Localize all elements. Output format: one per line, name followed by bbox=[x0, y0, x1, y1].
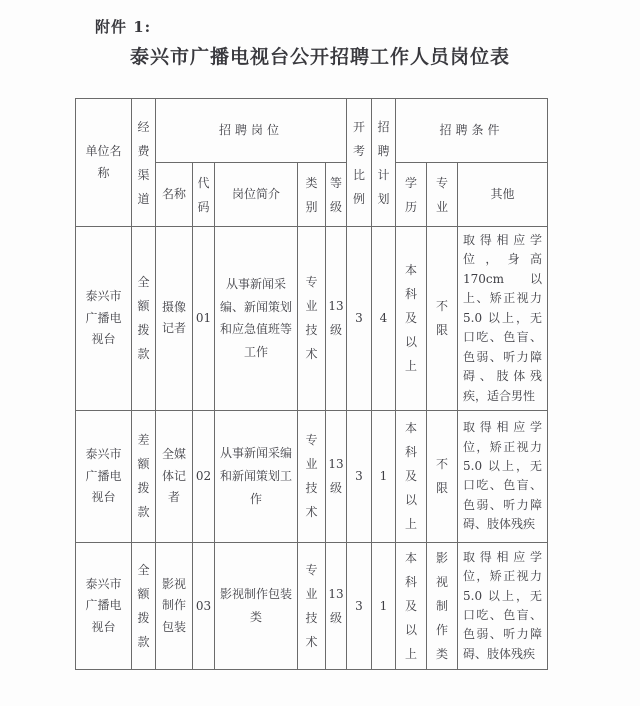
header-major: 专 业 bbox=[427, 163, 458, 227]
cell-funding-channel: 全 额 拨 款 bbox=[132, 542, 156, 669]
header-education: 学 历 bbox=[396, 163, 427, 227]
cell-exam-ratio: 3 bbox=[347, 410, 372, 542]
table-row bbox=[76, 410, 548, 542]
cell-level: 13 级 bbox=[326, 542, 347, 669]
header-recruitment-conditions: 招聘条件 bbox=[396, 99, 548, 163]
cell-other-requirements: 取得相应学位，矫正视力 5.0 以上，无口吃、色盲、色弱、听力障碍、肢体残疾 bbox=[458, 410, 548, 542]
cell-unit-name: 泰兴市广播电视台 bbox=[76, 542, 132, 669]
cell-category: 专 业 技 术 bbox=[298, 227, 326, 411]
cell-position-intro: 从事新闻采编、新闻策划和应急值班等工作 bbox=[215, 227, 298, 411]
cell-position-intro: 从事新闻采编和新闻策划工作 bbox=[215, 410, 298, 542]
cell-position-name: 影视制作包装 bbox=[156, 542, 193, 669]
header-position-intro: 岗位简介 bbox=[215, 163, 298, 227]
cell-position-intro: 影视制作包装类 bbox=[215, 542, 298, 669]
cell-level: 13 级 bbox=[326, 410, 347, 542]
cell-code: 02 bbox=[193, 410, 215, 542]
cell-position-name: 摄像记者 bbox=[156, 227, 193, 411]
cell-recruitment-plan: 1 bbox=[372, 542, 396, 669]
table-row bbox=[76, 542, 548, 669]
header-category: 类 别 bbox=[298, 163, 326, 227]
cell-unit-name: 泰兴市广播电视台 bbox=[76, 410, 132, 542]
cell-exam-ratio: 3 bbox=[347, 227, 372, 411]
cell-other-requirements: 取得相应学位，矫正视力 5.0 以上，无口吃、色盲、色弱、听力障碍、肢体残疾 bbox=[458, 542, 548, 669]
cell-code: 03 bbox=[193, 542, 215, 669]
header-position-name: 名称 bbox=[156, 163, 193, 227]
cell-recruitment-plan: 4 bbox=[372, 227, 396, 411]
cell-category: 专 业 技 术 bbox=[298, 410, 326, 542]
cell-education: 本 科 及 以 上 bbox=[396, 410, 427, 542]
cell-position-name: 全媒体记者 bbox=[156, 410, 193, 542]
header-other: 其他 bbox=[458, 163, 548, 227]
cell-exam-ratio: 3 bbox=[347, 542, 372, 669]
cell-education: 本 科 及 以 上 bbox=[396, 227, 427, 411]
header-row-top bbox=[76, 99, 548, 163]
page-title: 泰兴市广播电视台公开招聘工作人员岗位表 bbox=[129, 46, 510, 68]
header-exam-ratio: 开 考 比 例 bbox=[347, 99, 372, 227]
cell-education: 本 科 及 以 上 bbox=[396, 542, 427, 669]
cell-major: 不 限 bbox=[427, 410, 458, 542]
cell-major: 不 限 bbox=[427, 227, 458, 411]
cell-recruitment-plan: 1 bbox=[372, 410, 396, 542]
recruitment-table bbox=[75, 98, 548, 670]
cell-code: 01 bbox=[193, 227, 215, 411]
cell-other-requirements: 取得相应学位，身高 170cm 以上、矫正视力 5.0 以上，无口吃、色盲、色弱、听力障碍、肢体残疾，适合男性 bbox=[458, 227, 548, 411]
header-level: 等 级 bbox=[326, 163, 347, 227]
cell-major: 影 视 制 作 类 bbox=[427, 542, 458, 669]
cell-funding-channel: 全 额 拨 款 bbox=[132, 227, 156, 411]
header-recruitment-position: 招聘岗位 bbox=[156, 99, 347, 163]
cell-funding-channel: 差 额 拨 款 bbox=[132, 410, 156, 542]
attachment-label: 附件 1: bbox=[95, 18, 152, 36]
header-code: 代 码 bbox=[193, 163, 215, 227]
header-recruitment-plan: 招 聘 计 划 bbox=[372, 99, 396, 227]
cell-category: 专 业 技 术 bbox=[298, 542, 326, 669]
table-row bbox=[76, 227, 548, 411]
header-funding-channel: 经 费 渠 道 bbox=[132, 99, 156, 227]
header-unit-name: 单位名 称 bbox=[76, 99, 132, 227]
cell-level: 13 级 bbox=[326, 227, 347, 411]
cell-unit-name: 泰兴市广播电视台 bbox=[76, 227, 132, 411]
